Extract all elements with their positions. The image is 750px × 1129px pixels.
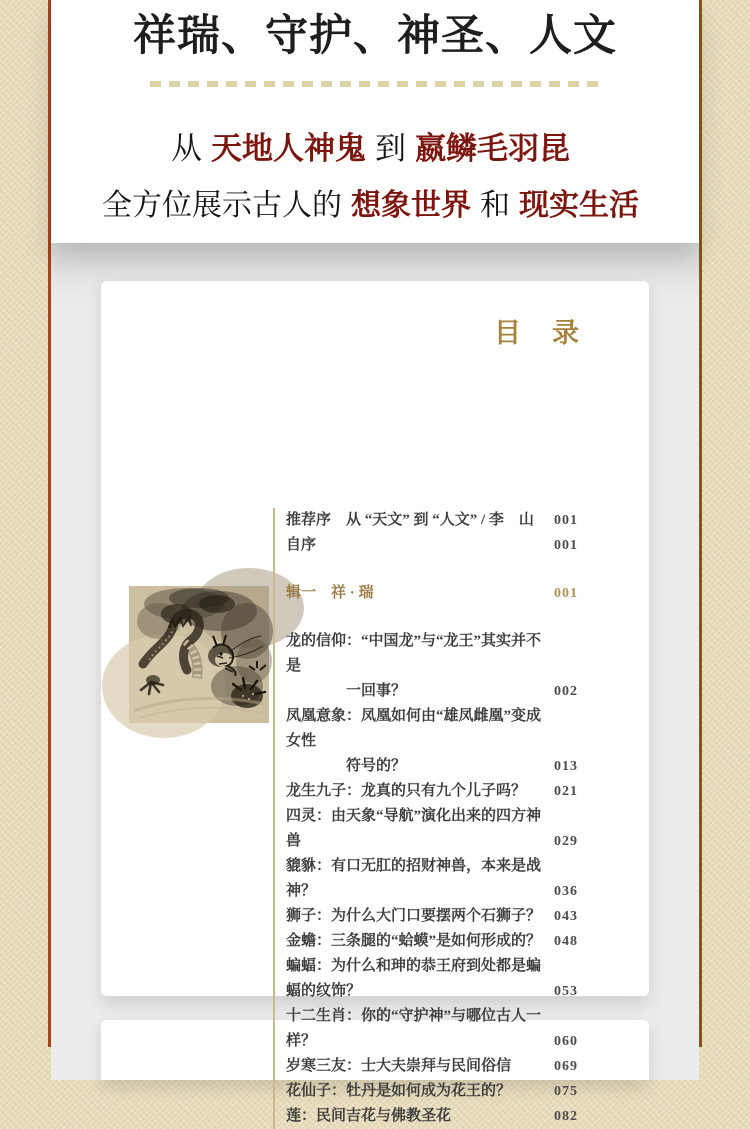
toc-row [286, 508, 578, 533]
toc-entry-label [286, 508, 534, 533]
toc-row [286, 1004, 578, 1054]
toc-row [286, 954, 578, 1004]
toc-entry-line: 狮子：为什么大门口要摆两个石狮子？ [286, 907, 542, 924]
toc-entry-line-cont: 一回事？ [346, 682, 407, 699]
subtitle-text: 全方位展示古人的 [102, 188, 342, 222]
toc-row [286, 581, 578, 606]
toc-entry-page: 082 [554, 1108, 578, 1124]
toc-heading: 目 录 [494, 317, 581, 348]
toc-row [286, 1104, 578, 1129]
toc-entry-label [286, 629, 554, 704]
toc-entry-label [286, 954, 554, 1004]
toc-entry-page: 002 [554, 683, 578, 699]
toc-list [273, 508, 578, 1129]
dragon-ink-painting [129, 586, 269, 723]
toc-entry-line: 十二生肖：你的“守护神”与哪位古人一样？ [286, 1007, 542, 1049]
dragon-ink-svg [129, 586, 269, 723]
toc-entry-label [286, 1079, 511, 1104]
toc-entry-page: 043 [554, 908, 578, 924]
toc-entry-line: 金蟾：三条腿的“蛤蟆”是如何形成的？ [286, 932, 542, 949]
toc-entry-page: 001 [554, 537, 578, 553]
subtitle-text: 到 [375, 131, 406, 167]
subtitle-text: 从 [171, 131, 202, 167]
toc-entry-page: 001 [554, 585, 578, 601]
subtitle-highlight: 想象世界 [351, 188, 471, 222]
subtitle-text: 和 [480, 188, 510, 222]
toc-entry-label [286, 533, 316, 558]
toc-entry-line: 龙的信仰：“中国龙”与“龙王”其实并不是 [286, 632, 542, 674]
toc-entry-label [286, 1104, 451, 1129]
toc-entry-label [286, 704, 554, 779]
toc-entry-line-cont: 符号的？ [346, 757, 407, 774]
toc-card [101, 281, 649, 1124]
toc-entry-line: 岁寒三友：士大夫崇拜与民间俗信 [286, 1057, 512, 1074]
toc-entry-page: 048 [554, 933, 578, 949]
detail-body [51, 243, 699, 1124]
dash-divider [150, 81, 601, 87]
toc-entry-page: 060 [554, 1033, 578, 1049]
subtitle-highlight: 天地人神鬼 [211, 131, 366, 167]
toc-row [286, 704, 578, 779]
toc-entry-line: 貔貅：有口无肛的招财神兽，本来是战神？ [286, 857, 542, 899]
toc-entry-label [286, 804, 554, 854]
toc-row [286, 1079, 578, 1104]
toc-entry-page: 036 [554, 883, 578, 899]
toc-entry-line: 莲：民间吉花与佛教圣花 [286, 1107, 452, 1124]
toc-entry-page: 021 [554, 783, 578, 799]
toc-entry-label [286, 904, 541, 929]
toc-entry-page: 053 [554, 983, 578, 999]
toc-entry-label [286, 1054, 511, 1079]
toc-entry-label [286, 779, 526, 804]
toc-entry-line: 辑一 祥 · 瑞 [286, 584, 374, 601]
toc-entry-page: 069 [554, 1058, 578, 1074]
product-detail-frame [48, 0, 702, 1124]
toc-entry-page: 013 [554, 758, 578, 774]
toc-row [286, 779, 578, 804]
toc-entry-page: 075 [554, 1083, 578, 1099]
toc-entry-label [286, 854, 554, 904]
toc-entry-label [286, 581, 374, 606]
toc-entry-page: 001 [554, 512, 578, 528]
toc-row [286, 629, 578, 704]
toc-entry-line: 蝙蝠：为什么和珅的恭王府到处都是蝙蝠的纹饰？ [286, 957, 542, 999]
toc-entry-line: 自序 [286, 536, 317, 553]
hero-title: 祥瑞、守护、神圣、人文 [133, 13, 617, 60]
toc-row [286, 533, 578, 558]
toc-row [286, 854, 578, 904]
toc-row [286, 929, 578, 954]
toc-entry-line: 龙生九子：龙真的只有九个儿子吗？ [286, 782, 527, 799]
subtitle-highlight: 嬴鳞毛羽昆 [415, 131, 570, 167]
hero-subtitle-2 [51, 186, 699, 225]
toc-entry-label [286, 1004, 554, 1054]
toc-row [286, 1054, 578, 1079]
toc-entry-page: 029 [554, 833, 578, 849]
hero-subtitle-1 [51, 129, 699, 169]
toc-row [286, 804, 578, 854]
toc-entry-line: 凤凰意象：凤凰如何由“雄凤雌凰”变成女性 [286, 707, 542, 749]
toc-entry-line: 花仙子：牡丹是如何成为花王的？ [286, 1082, 512, 1099]
toc-entry-line: 四灵：由天象“导航”演化出来的四方神兽 [286, 807, 542, 849]
subtitle-highlight: 现实生活 [519, 188, 639, 222]
toc-entry-line: 推荐序 从 “天文” 到 “人文” / 李 山 [286, 511, 534, 528]
toc-entry-label [286, 929, 541, 954]
toc-row [286, 904, 578, 929]
hero-section [51, 0, 699, 243]
